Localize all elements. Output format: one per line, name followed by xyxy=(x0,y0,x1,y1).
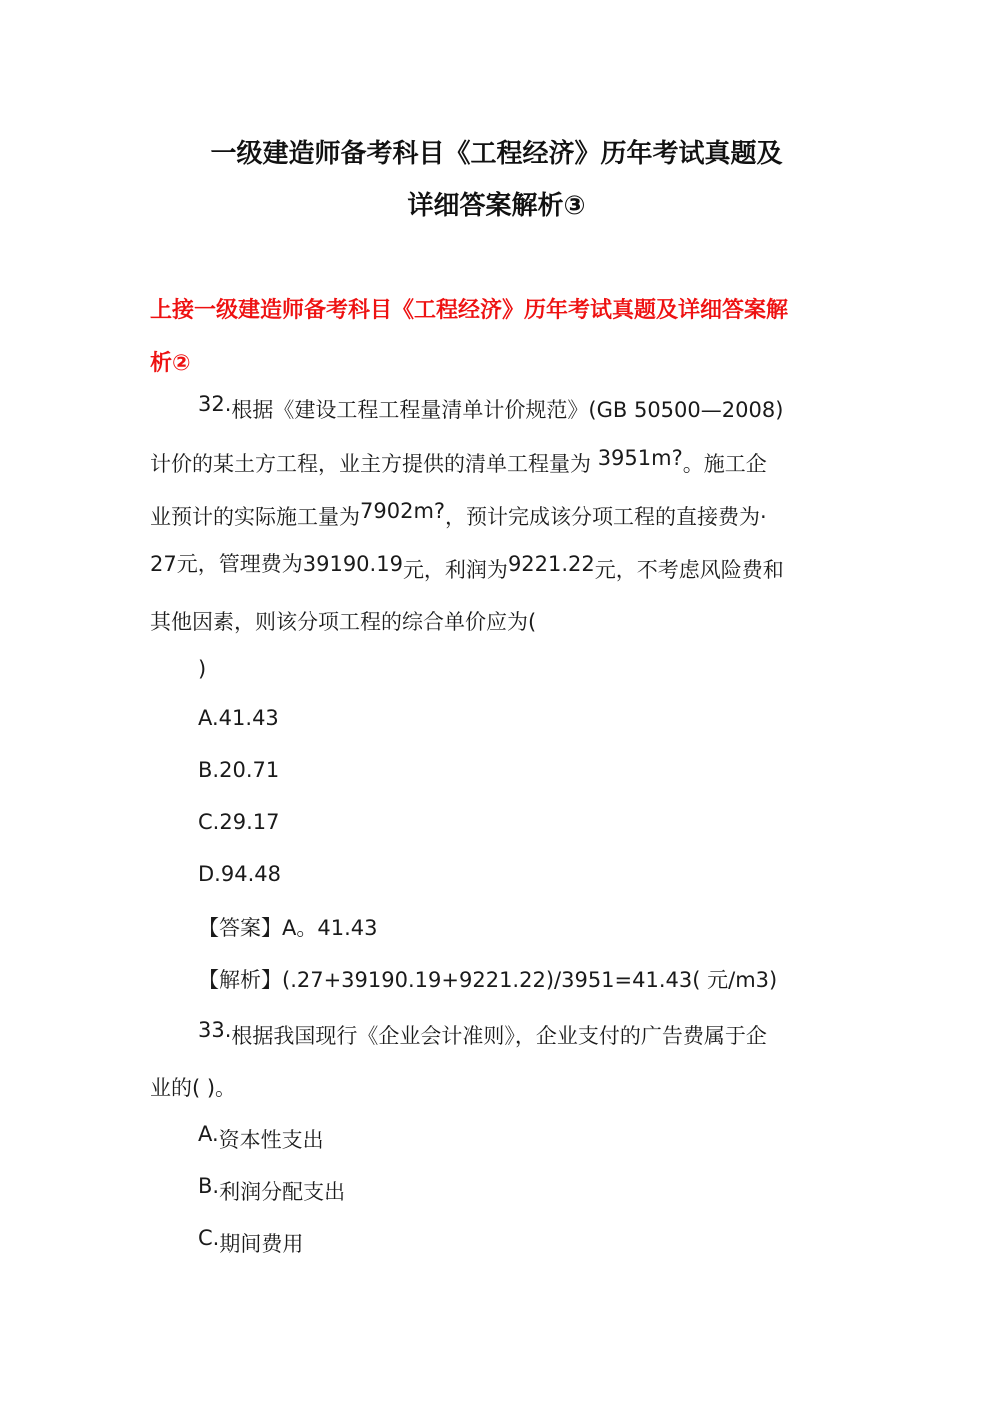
document-title-line-2: 详细答案解析③ xyxy=(407,191,586,221)
question-32-stem-line-4: 27元，管理费为39190.19元，利润为9221.22元，不考虑风险费和 xyxy=(150,552,784,582)
question-32-stem-line-3: 业预计的实际施工量为7902m?，预计完成该分项工程的直接费为· xyxy=(150,499,767,529)
document-title-line-1: 一级建造师备考科目《工程经济》历年考试真题及 xyxy=(210,139,783,169)
question-32-option-a: A.41.43 xyxy=(198,706,279,730)
continuation-note-line-2: 析② xyxy=(150,351,191,376)
question-32-answer xyxy=(198,914,377,942)
analysis-label: 【解析】 xyxy=(198,968,282,992)
answer-label: 【答案】 xyxy=(198,916,282,940)
question-33-option-c: C.期间费用 xyxy=(198,1226,304,1256)
answer-value: A。41.43 xyxy=(282,916,378,940)
continuation-note-line-1: 上接一级建造师备考科目《工程经济》历年考试真题及详细答案解 xyxy=(150,298,789,323)
question-32-stem-line-2: 计价的某土方工程，业主方提供的清单工程量为 3951m?。施工企 xyxy=(150,446,767,476)
question-33-option-b: B.利润分配支出 xyxy=(198,1174,346,1204)
question-32-stem-line-1: 32.根据《建设工程工程量清单计价规范》(GB 50500—2008) xyxy=(198,392,784,422)
question-number: 32. xyxy=(198,392,232,416)
question-32-stem-line-6: ) xyxy=(198,657,207,681)
question-33-option-a: A.资本性支出 xyxy=(198,1122,324,1152)
analysis-value: (.27+39190.19+9221.22)/3951=41.43( 元/m3) xyxy=(282,968,778,992)
question-32-analysis xyxy=(198,966,777,994)
question-33-stem-line-1: 33.根据我国现行《企业会计准则》，企业支付的广告费属于企 xyxy=(198,1018,767,1048)
question-number: 33. xyxy=(198,1018,232,1042)
question-32-option-b: B.20.71 xyxy=(198,758,280,782)
question-32-option-d: D.94.48 xyxy=(198,862,281,886)
question-32-stem-line-5: 其他因素，则该分项工程的综合单价应为( xyxy=(150,610,537,634)
question-33-stem-line-2: 业的( )。 xyxy=(150,1076,237,1100)
question-32-option-c: C.29.17 xyxy=(198,810,280,834)
